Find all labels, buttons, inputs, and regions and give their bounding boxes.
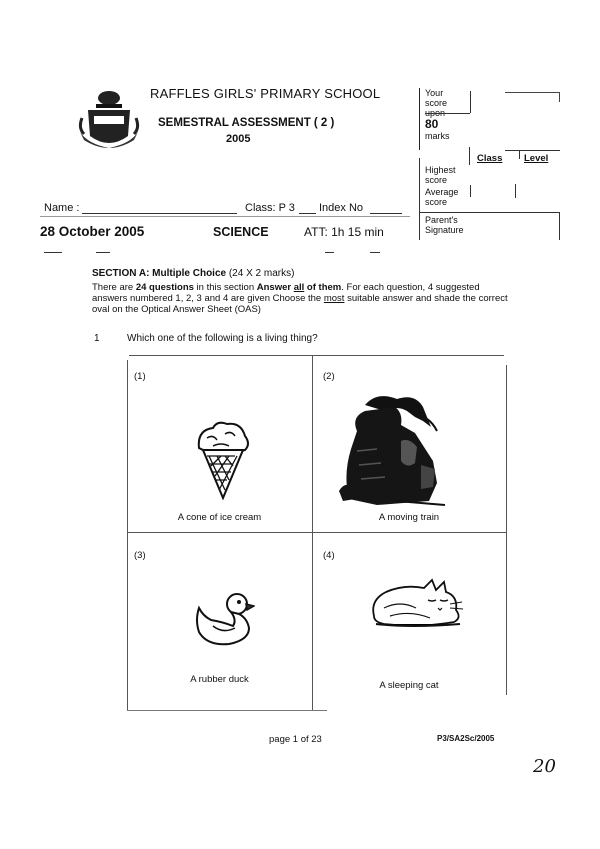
class-field[interactable] xyxy=(299,213,316,214)
class-label: Class xyxy=(477,153,503,164)
highest-score-label-2: score xyxy=(425,175,448,185)
option-4-caption: A sleeping cat xyxy=(379,680,439,691)
section-instructions: There are 24 questions in this section Answer all of them. For each question, 4 suggested answers numbered 1, 2, 3 and 4 are given Choose the most suitable answer and shade the correct oval on the Optical Answer Sheet (OAS) xyxy=(92,282,508,315)
name-field-label: Name : xyxy=(44,202,80,214)
exam-date: 28 October 2005 xyxy=(40,224,145,239)
option-3[interactable] xyxy=(127,532,312,710)
your-score-label-3: upon xyxy=(425,108,446,118)
exam-subject: SCIENCE xyxy=(213,225,269,239)
options-grid xyxy=(121,355,508,715)
school-crest xyxy=(78,88,140,156)
page-number: page 1 of 23 xyxy=(269,734,322,745)
level-label: Level xyxy=(524,153,549,164)
marks-label: marks xyxy=(425,131,450,141)
assessment-year: 2005 xyxy=(226,133,251,145)
option-4-label: (4) xyxy=(323,550,335,561)
option-1-label: (1) xyxy=(134,371,146,382)
question-number: 1 xyxy=(94,333,100,344)
question-text: Which one of the following is a living thing? xyxy=(127,333,318,344)
option-1[interactable] xyxy=(127,355,312,532)
option-3-label: (3) xyxy=(134,550,146,561)
option-3-caption: A rubber duck xyxy=(190,674,249,685)
option-4[interactable] xyxy=(312,532,506,710)
option-2-label: (2) xyxy=(323,371,335,382)
sleeping-cat-icon xyxy=(370,578,466,633)
assessment-title: SEMESTRAL ASSESSMENT ( 2 ) xyxy=(158,117,335,129)
average-score-label: Average xyxy=(425,187,459,197)
score-box xyxy=(419,88,475,150)
section-title: SECTION A: Multiple Choice (24 X 2 marks) xyxy=(92,268,295,279)
handwritten-number: 20 xyxy=(533,756,556,777)
rubber-duck-icon xyxy=(193,590,255,653)
index-field-label: Index No xyxy=(319,202,364,214)
your-score-label: Your xyxy=(425,88,444,98)
option-2[interactable] xyxy=(312,355,506,532)
school-name: RAFFLES GIRLS' PRIMARY SCHOOL xyxy=(150,86,381,101)
option-2-caption: A moving train xyxy=(378,512,440,523)
train-icon xyxy=(337,391,447,514)
highest-score-label: Highest xyxy=(425,165,456,175)
exam-time: ATT: 1h 15 min xyxy=(304,225,384,239)
name-field[interactable] xyxy=(82,213,237,214)
parent-signature-label: Parent's xyxy=(425,215,458,225)
class-field-label: Class: P 3 xyxy=(245,202,295,214)
average-score-label-2: score xyxy=(425,197,448,207)
index-field[interactable] xyxy=(370,213,402,214)
total-marks: 80 xyxy=(425,117,439,131)
option-1-caption: A cone of ice cream xyxy=(177,512,262,523)
your-score-label-2: score xyxy=(425,98,448,108)
paper-code: P3/SA2Sc/2005 xyxy=(437,734,495,743)
ice-cream-icon xyxy=(195,420,251,505)
parent-signature-label-2: Signature xyxy=(425,225,464,235)
